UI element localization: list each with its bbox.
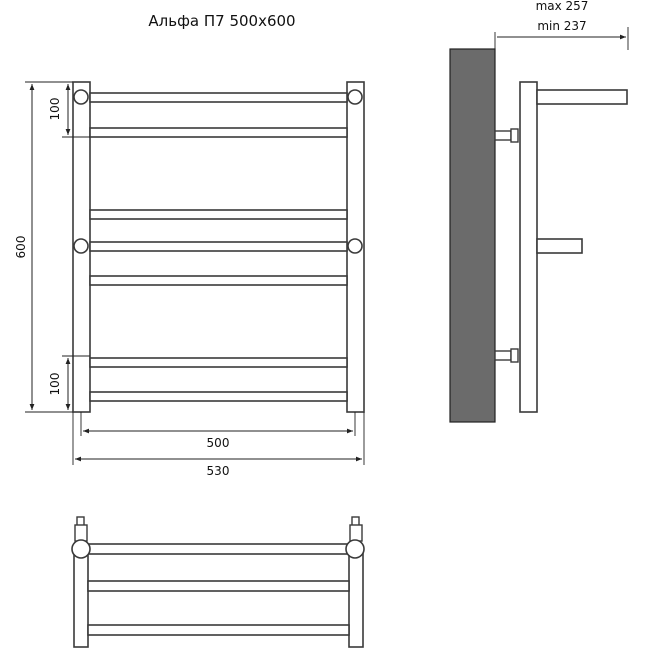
wall-bracket-top xyxy=(495,131,511,140)
crossbar xyxy=(90,128,347,137)
wall-bracket-top-nut xyxy=(511,129,518,142)
shelf-bar-top xyxy=(537,90,627,104)
fitting-left xyxy=(75,525,87,541)
crossbar xyxy=(90,358,347,367)
dimension-label-500: 500 xyxy=(206,436,230,450)
top-mount-cap xyxy=(72,540,90,558)
top-mount-cap xyxy=(346,540,364,558)
mount-cap xyxy=(348,239,362,253)
mount-cap xyxy=(74,90,88,104)
dimension-label-100-top: 100 xyxy=(48,97,62,121)
top-left-rail xyxy=(74,548,88,647)
mount-cap xyxy=(74,239,88,253)
drawing-title: Альфа П7 500х600 xyxy=(148,12,296,30)
wall-bracket-bottom-nut xyxy=(511,349,518,362)
crossbar xyxy=(90,93,347,102)
top-crossbar xyxy=(88,544,349,554)
fitting-right xyxy=(350,525,362,541)
crossbar xyxy=(90,210,347,219)
top-crossbar xyxy=(88,581,349,591)
dimension-label-530: 530 xyxy=(206,464,230,478)
top-right-rail xyxy=(349,548,363,647)
mount-cap xyxy=(348,90,362,104)
top-crossbar xyxy=(88,625,349,635)
dimension-label-600: 600 xyxy=(14,235,28,259)
crossbar xyxy=(90,392,347,401)
side-view xyxy=(450,0,628,422)
wall xyxy=(450,49,495,422)
dimension-label-max: max 257 xyxy=(535,0,589,13)
top-view xyxy=(72,517,364,647)
dimension-label-min: min 237 xyxy=(537,19,587,33)
side-rail xyxy=(520,82,537,412)
crossbar xyxy=(90,276,347,285)
shelf-bar-middle xyxy=(537,239,582,253)
crossbar xyxy=(90,242,347,251)
front-view xyxy=(14,82,364,478)
wall-bracket-bottom xyxy=(495,351,511,360)
dimension-label-100-bottom: 100 xyxy=(48,372,62,396)
